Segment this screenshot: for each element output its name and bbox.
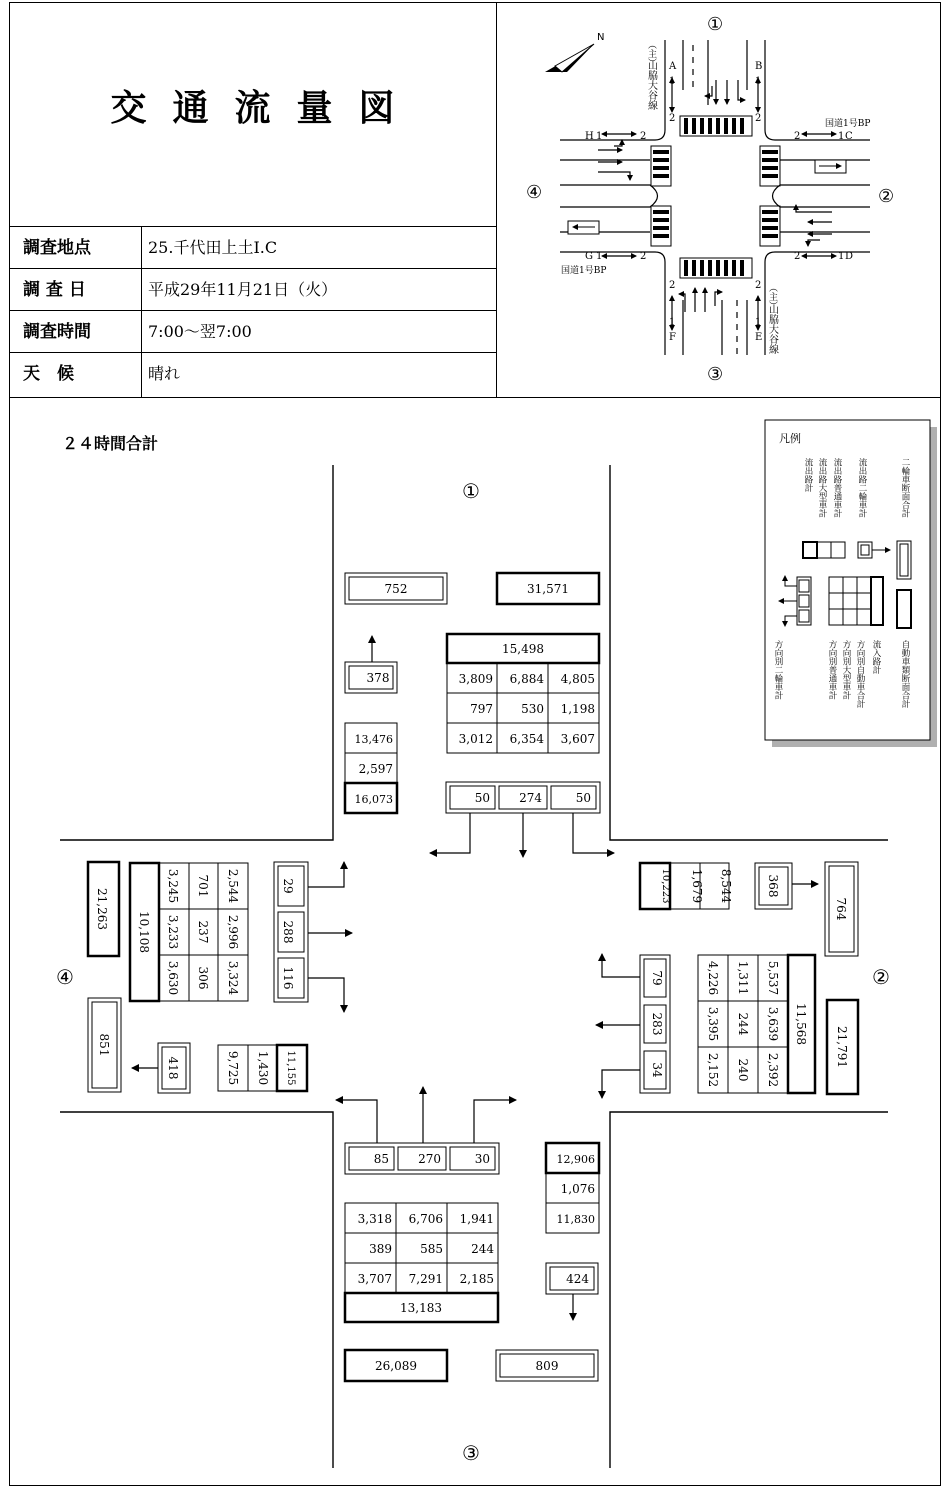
- west-grid-cell: 3,233: [166, 914, 180, 950]
- date-value: 平成29年11月21日（火）: [148, 280, 338, 299]
- map-lane-num: 2: [640, 251, 647, 262]
- legend-label: 流出路普通車計: [832, 458, 842, 518]
- east-outflow-total: 10,223: [660, 868, 671, 904]
- west-dir-twowheel: 29: [281, 878, 295, 894]
- map-road-prefix-top: （主）: [646, 40, 656, 67]
- west-approach: [88, 862, 352, 1093]
- north-grid-cell: 530: [521, 702, 544, 716]
- south-twowheel-section-total: 809: [535, 1359, 559, 1373]
- time-value: 7:00～翌7:00: [148, 322, 252, 341]
- north-vehicle-section-total: 31,571: [527, 582, 569, 596]
- map-lane-num: 1: [669, 76, 676, 87]
- west-outflow-large: 1,430: [256, 1050, 270, 1086]
- legend-label: 自動車類断面合計: [900, 640, 910, 708]
- west-grid-cell: 3,245: [166, 868, 180, 904]
- map-lane-num: 2: [669, 280, 676, 291]
- legend-label: 二輪車断面合計: [900, 458, 910, 518]
- legend: [765, 420, 937, 747]
- map-lane-num: 1: [596, 131, 603, 142]
- diagram-number-2: ②: [872, 965, 890, 989]
- south-vehicle-section-total: 26,089: [375, 1359, 417, 1373]
- map-lane-num: 2: [640, 131, 647, 142]
- time-label: 調査時間: [9, 311, 142, 353]
- south-grid: [358, 1212, 495, 1286]
- east-grid-cell: 2,152: [706, 1052, 720, 1088]
- map-road-prefix-bottom: （主）: [767, 283, 777, 310]
- map-lane-num: 1: [596, 251, 603, 262]
- map-road-bottom: 山脇大谷線: [766, 304, 778, 354]
- east-twowheel-section-total: 764: [834, 897, 848, 921]
- location-value: 25.千代田上土I.C: [148, 238, 278, 257]
- map-letter-f: F: [669, 332, 676, 343]
- page-title: 交通流量図: [110, 88, 421, 129]
- east-turn-arrows: [596, 954, 640, 1098]
- south-turn-arrows: [336, 1087, 516, 1143]
- diagram-title: ２４時間合計: [62, 434, 159, 453]
- legend-label: 方向別自動車合計: [855, 640, 865, 708]
- north-outflow-total: 16,073: [354, 793, 393, 806]
- south-dir-twowheel: 270: [418, 1152, 441, 1166]
- map-number-3: ③: [707, 364, 724, 385]
- map-number-4: ④: [526, 182, 543, 203]
- south-grid-cell: 2,185: [459, 1272, 494, 1286]
- west-turn-arrows: [308, 862, 352, 1012]
- east-outflow-large: 1,679: [690, 868, 704, 904]
- map-letter-g: G: [585, 251, 593, 262]
- north-grid-cell: 6,884: [509, 672, 544, 686]
- west-grid-cell: 2,996: [226, 914, 240, 950]
- map-lane-num: 2: [755, 280, 762, 291]
- map-lane-num: 1: [755, 76, 762, 87]
- east-grid-cell: 3,395: [706, 1006, 720, 1042]
- map-lane-num: 1: [838, 251, 845, 262]
- west-outflow-normal: 9,725: [226, 1050, 240, 1086]
- south-inflow-total: 13,183: [400, 1301, 442, 1315]
- west-outflow-total: 11,155: [285, 1050, 296, 1086]
- south-dir-twowheel: 85: [373, 1152, 389, 1166]
- west-grid-cell: 2,544: [226, 868, 240, 904]
- legend-title: 凡例: [779, 432, 801, 445]
- diagram-number-3: ③: [462, 1441, 480, 1465]
- map-letter-h: H: [585, 131, 594, 142]
- map-lane-num: 2: [755, 113, 762, 124]
- south-grid-cell: 3,707: [357, 1272, 392, 1286]
- map-route-top-right: 国道1号BP: [825, 119, 871, 129]
- north-approach: [345, 573, 614, 857]
- south-outflow-normal: 11,830: [556, 1213, 595, 1226]
- south-approach: [336, 1087, 599, 1381]
- map-route-bottom-left: 国道1号BP: [561, 266, 607, 276]
- diagram-number-1: ①: [462, 479, 480, 503]
- north-grid-cell: 797: [470, 702, 493, 716]
- east-outflow-stack: [640, 863, 729, 909]
- north-grid-cell: 3,809: [458, 672, 493, 686]
- north-grid-cell: 1,198: [560, 702, 595, 716]
- east-dir-twowheel: 79: [650, 970, 664, 986]
- map-letter-a: A: [669, 61, 677, 72]
- east-outflow-normal: 8,544: [719, 868, 733, 904]
- legend-label: 流出路二輪車計: [857, 458, 867, 518]
- north-twowheel-section-total: 752: [384, 582, 408, 596]
- north-grid-cell: 3,607: [560, 732, 595, 746]
- south-grid-cell: 6,706: [408, 1212, 443, 1226]
- north-grid: [459, 672, 595, 746]
- south-grid-cell: 585: [420, 1242, 443, 1256]
- west-inflow-total: 10,108: [137, 911, 151, 953]
- weather-value: 晴れ: [148, 364, 181, 383]
- north-inflow-total: 15,498: [502, 642, 544, 656]
- legend-label: 流出路計: [803, 458, 813, 492]
- west-dir-twowheel: 288: [281, 920, 295, 944]
- south-dir-twowheel: 30: [474, 1152, 490, 1166]
- east-grid-cell: 4,226: [706, 960, 720, 996]
- east-dir-twowheel: 283: [650, 1012, 664, 1036]
- legend-label: 流出路大型車計: [817, 458, 827, 518]
- location-label: 調査地点: [9, 227, 142, 269]
- west-grid-cell: 701: [196, 874, 210, 898]
- north-dir-twowheel: 274: [519, 791, 542, 805]
- east-grid-cell: 240: [736, 1058, 750, 1082]
- legend-label: 流入路計: [871, 640, 881, 674]
- legend-label: 方向別二輪車計: [773, 640, 783, 700]
- east-grid-cell: 2,392: [766, 1052, 780, 1088]
- map-lane-num: 1: [755, 317, 762, 328]
- east-grid-cell: 1,311: [736, 960, 750, 996]
- north-dir-twowheel: 50: [575, 791, 591, 805]
- south-grid-cell: 244: [471, 1242, 494, 1256]
- map-letter-d: D: [845, 251, 854, 262]
- diagram-number-4: ④: [56, 965, 74, 989]
- north-turn-arrows: [430, 813, 614, 857]
- east-approach: [596, 862, 858, 1098]
- south-grid-cell: 389: [369, 1242, 392, 1256]
- north-outflow-normal: 2,597: [358, 762, 393, 776]
- svg-text:N: N: [597, 32, 605, 43]
- west-outflow-twowheel: 418: [166, 1056, 180, 1080]
- south-outflow-total: 12,906: [556, 1153, 595, 1166]
- east-vehicle-section-total: 21,791: [835, 1026, 849, 1068]
- west-grid-cell: 3,324: [226, 960, 240, 996]
- west-vehicle-section-total: 21,263: [95, 888, 109, 930]
- map-lane-num: 2: [794, 131, 801, 142]
- map-number-2: ②: [878, 186, 895, 207]
- legend-label: 方向別普通車計: [827, 640, 837, 700]
- west-grid-cell: 237: [196, 920, 210, 944]
- south-grid-cell: 1,941: [459, 1212, 494, 1226]
- east-grid-cell: 3,639: [766, 1006, 780, 1042]
- east-outflow-twowheel: 368: [766, 874, 780, 898]
- map-lane-num: 1: [669, 317, 676, 328]
- east-inflow-total: 11,568: [794, 1003, 808, 1045]
- east-grid: [706, 961, 780, 1087]
- south-outflow-large: 1,076: [560, 1182, 595, 1196]
- west-twowheel-section-total: 851: [97, 1033, 111, 1057]
- date-label: 調 査 日: [9, 269, 142, 311]
- weather-label: 天 候: [9, 353, 142, 397]
- map-road-top: 山脇大谷線: [645, 60, 657, 110]
- west-grid-cell: 306: [196, 966, 210, 990]
- map-letter-c: C: [845, 131, 853, 142]
- south-grid-cell: 7,291: [408, 1272, 443, 1286]
- map-lane-num: 2: [669, 113, 676, 124]
- map-number-1: ①: [707, 14, 724, 35]
- west-grid: [166, 869, 240, 996]
- north-outflow-twowheel: 378: [366, 671, 390, 685]
- north-grid-cell: 4,805: [560, 672, 595, 686]
- west-dir-twowheel: 116: [281, 966, 295, 990]
- north-dir-twowheel: 50: [474, 791, 490, 805]
- map-lane-num: 1: [838, 131, 845, 142]
- south-grid-cell: 3,318: [357, 1212, 392, 1226]
- north-grid-cell: 6,354: [509, 732, 544, 746]
- south-outflow-twowheel: 424: [566, 1272, 589, 1286]
- map-lane-num: 2: [794, 251, 801, 262]
- map-letter-b: B: [755, 61, 763, 72]
- west-grid-cell: 3,630: [166, 960, 180, 996]
- east-grid-cell: 244: [736, 1012, 750, 1036]
- north-outflow-large: 13,476: [354, 733, 393, 746]
- east-dir-twowheel: 34: [650, 1062, 664, 1078]
- east-grid-cell: 5,537: [766, 960, 780, 996]
- map-letter-e: E: [755, 332, 763, 343]
- north-grid-cell: 3,012: [458, 732, 493, 746]
- legend-label: 方向別大型車計: [841, 640, 851, 700]
